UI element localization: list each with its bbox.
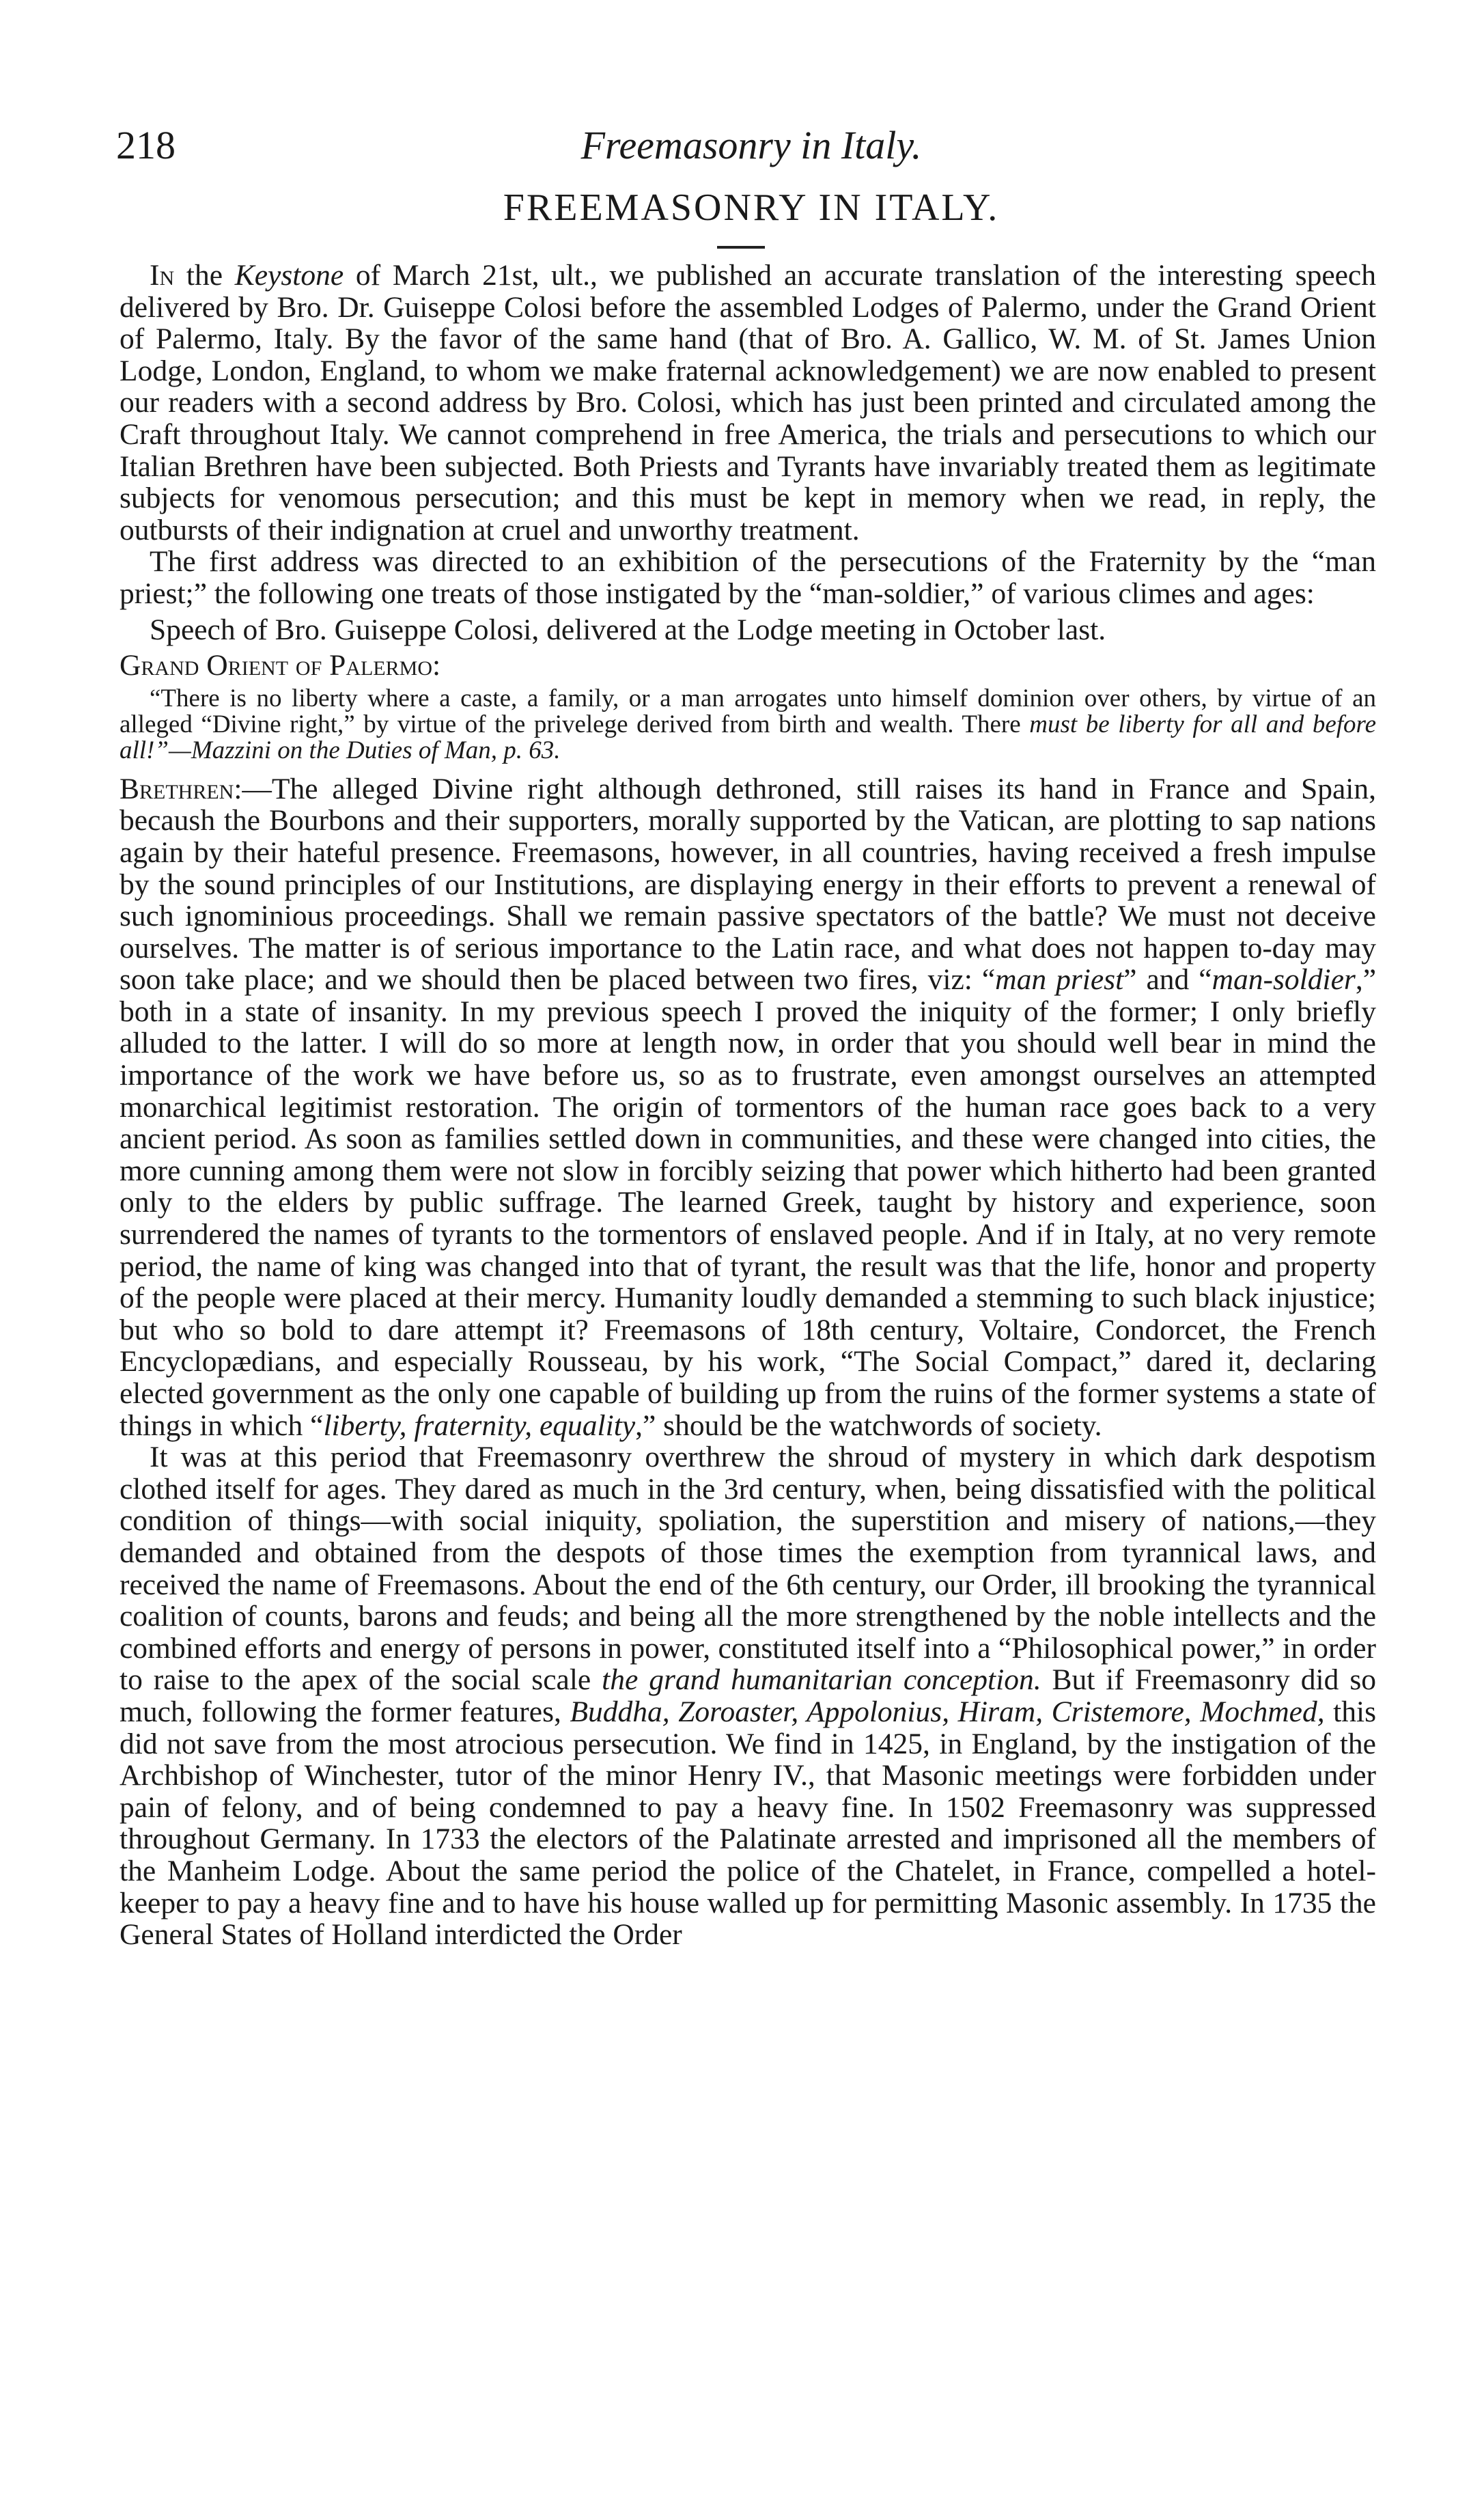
italic-text-run: Keystone — [234, 259, 344, 292]
italic-text-run: liberty, fraternity, equality — [323, 1409, 636, 1442]
small-caps-run: Brethren — [120, 772, 234, 805]
text-run: But if Freemasonry did so much, following the former features, — [120, 1663, 1376, 1728]
paragraph-freemasonry-history — [120, 1441, 1376, 1951]
text-run: ,” both in a state of insanity. In my previous speech I proved the iniquity of the former; I only briefly alluded to the latter. I will do so more at length now, in order that you should well bear in mind the importance of the work we have before us, so as to frustrate, even amongst ourselves an attempted monarchical legitimist restoration. The origin of tormentors of the human race goes back to a very ancient period. As soon as families settled down in communities, and these were changed into cities, the more cunning among them were not slow in forcibly seizing that power which hitherto had been granted only to the elders by public suffrage. The learned Greek, taught by history and experience, soon surrendered the names of tyrants to the tormentors of enslaved people. And if in Italy, at no very remote period, the name of king was changed into that of tyrant, the result was that the life, honor and property of the people were placed at their mercy. Humanity loudly demanded a stemming to such black injustice; but who so bold to dare attempt it? Freemasons of 18th century, Voltaire, Condorcet, the French Encyclopædians, and especially Rousseau, by his work, “The Social Compact,” dared it, declaring elected government as the only one capable of building up from the ruins of the former systems a state of things in which “ — [120, 963, 1377, 1442]
epigraph-quote — [120, 686, 1376, 764]
text-run: :—The alleged Divine right although dethroned, still raises its hand in France and Spain, becaush the Bourbons and their supporters, morally supported by the Vatican, are plotting to sap nations again by their hateful presence. Freemasons, however, in all countries, having received a fresh impulse by the sound principles of our Institutions, are displaying energy in their efforts to prevent a renewal of such ignominious proceedings. Shall we remain passive spectators of the battle? We must not deceive ourselves. The matter is of serious importance to the Latin race, and what does not happen to-day may soon take place; and we should then be placed between two fires, viz: “ — [120, 772, 1376, 997]
article-body — [120, 260, 1376, 1951]
text-run: of March 21st, ult., we published an accurate translation of the interesting speech delivered by Bro. Dr. Guiseppe Colosi before the assembled Lodges of Palermo, under the Grand Orient of Palermo, Italy. By the favor of the same hand (that of Bro. A. Gallico, W. M. of St. James Union Lodge, London, England, to whom we make fraternal acknowledgement) we are now enabled to present our readers with a second address by Bro. Colosi, which has just been printed and circulated among the Craft throughout Italy. We cannot comprehend in free America, the trials and persecutions to which our Italian Brethren have been subjected. Both Priests and Tyrants have invariably treated them as legitimate subjects for venomous persecution; and this must be kept in memory when we read, in reply, the outbursts of their indignation at cruel and unworthy treatment. — [120, 259, 1376, 546]
italic-text-run: man priest — [995, 963, 1124, 997]
text-run: this did not save from the most atrocious persecution. We find in 1425, in England, by the instigation of the Archbishop of Winchester, tutor of the minor Henry IV., that Masonic meetings were forbidden under pain of felony, and of being condemned to pay a heavy fine. In 1502 Freemasonry was suppressed throughout Germany. In 1733 the electors of the Palatinate arrested and imprisoned all the members of the Manheim Lodge. About the same period the police of the Chatelet, in France, compelled a hotel-keeper to pay a heavy fine and to have his house walled up for permitting Masonic assembly. In 1735 the General States of Holland interdicted the Order — [120, 1695, 1376, 1952]
text-run: “There is no liberty where a caste, a family, or a man arrogates unto himself dominion over others, by virtue of an alleged “Divine right,” by virtue of the privelege derived from birth and wealth. There — [120, 684, 1376, 738]
italic-text-run: must be liberty for all and before all!”—Mazzini on the Duties of Man, p. 63. — [120, 710, 1377, 764]
page-number: 218 — [116, 123, 176, 167]
paragraph-intro — [120, 260, 1376, 546]
running-title: Freemasonry in Italy. — [580, 123, 922, 167]
text-run: It was at this period that Freemasonry overthrew the shroud of mystery in which dark despotism clothed itself for ages. They dared as much in the 3rd century, when, being dissatisfied with the political condition of things—with social iniquity, spoliation, the superstition and misery of nations,—they demanded and obtained from the despots of those times the exemption from tyrannical laws, and received the name of Freemasons. About the end of the 6th century, our Order, ill brooking the tyrannical coalition of counts, barons and feuds; and being all the more strengthened by the noble intellects and the combined efforts and energy of persons in power, constituted itself into a “Philosophical power,” in order to raise to the apex of the social scale — [120, 1441, 1376, 1697]
paragraph-first-address: The first address was directed to an exhibition of the persecutions of the Fraternity by the “man priest;” the following one treats of those instigated by the “man-soldier,” of various climes and ages: — [120, 545, 1376, 610]
text-run: ” and “ — [1123, 963, 1212, 997]
text-run: the — [174, 259, 235, 292]
salutation: Grand Orient of Palermo: — [120, 649, 441, 682]
paragraph-brethren — [120, 773, 1376, 1441]
small-caps-run: In — [150, 259, 175, 292]
paragraph-speech-heading: Speech of Bro. Guiseppe Colosi, delivered at the Lodge meeting in October last. — [150, 613, 1106, 646]
article-title: FREEMASONRY IN ITALY. — [503, 186, 1000, 229]
title-rule — [717, 246, 765, 249]
italic-text-run: the grand humanitarian conception. — [602, 1663, 1041, 1697]
running-head — [116, 122, 1386, 176]
italic-text-run: Buddha, Zoroaster, Appolonius, Hiram, Cristemore, Mochmed, — [570, 1695, 1325, 1728]
italic-text-run: man-soldier — [1212, 963, 1356, 997]
text-run: ,” should be the watchwords of society. — [635, 1409, 1102, 1442]
